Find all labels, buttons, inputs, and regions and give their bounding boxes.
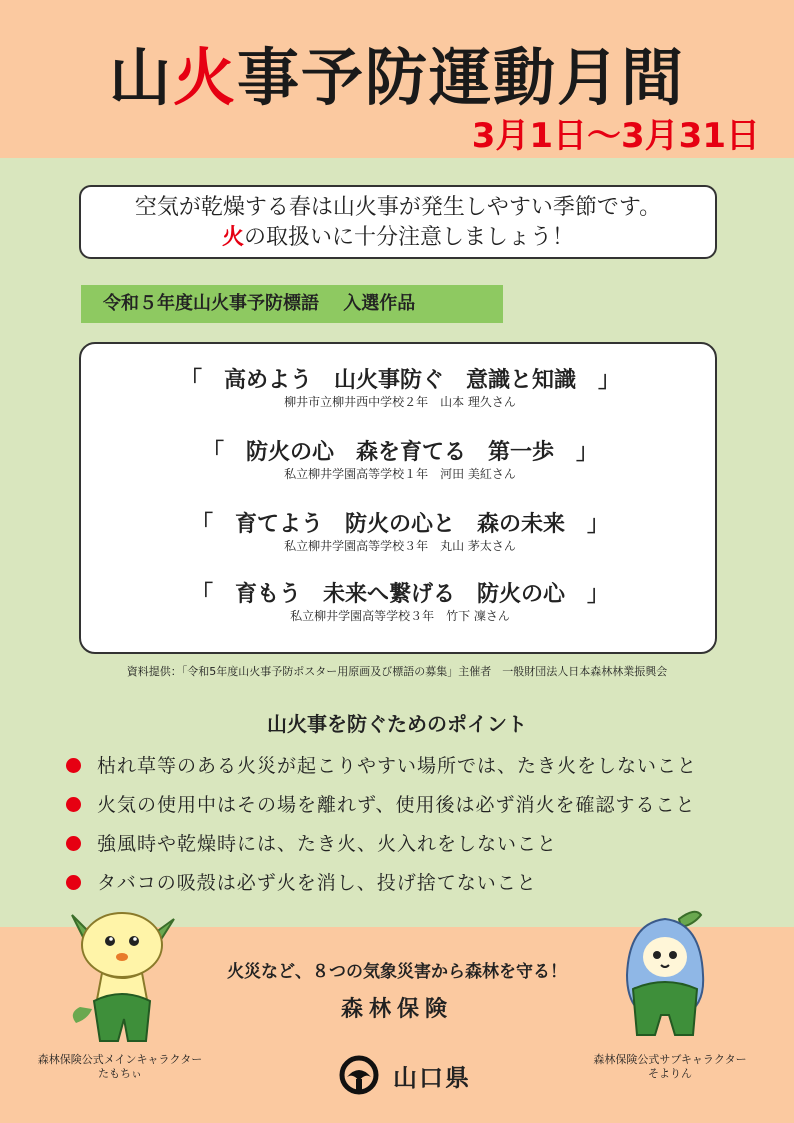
points-title: 山火事を防ぐためのポイント [267,712,527,736]
footer-headline: 火災など、８つの気象災害から森林を守る！ [227,962,567,982]
right-character-name: そよりん [648,1067,692,1080]
slogan-entry [81,440,719,482]
header-band [0,0,794,158]
slogan-author: 私立柳井学園高等学校３年 丸山 茅太さん [284,539,516,553]
slogan-author: 私立柳井学園高等学校３年 竹下 凜さん [290,609,510,623]
left-character-name: たもちぃ [98,1067,142,1080]
notice-line-2 [81,223,715,253]
notice-fire-char: 火 [221,225,244,250]
point-item [66,785,766,824]
left-character-role: 森林保険公式メインキャラクター [37,1053,203,1066]
title-part-2: 事予防運動月間 [237,41,686,114]
point-text: タバコの吸殻は必ず火を消し、投げ捨てないこと [97,871,537,894]
point-text: 強風時や乾燥時には、たき火、火入れをしないこと [97,832,558,855]
slogan-text: 「 高めよう 山火事防ぐ 意識と知識 」 [179,368,620,393]
page-title [0,28,794,117]
point-text: 火気の使用中はその場を離れず、使用後は必ず消火を確認すること [97,793,696,816]
prefecture-name: 山口県 [393,1063,471,1092]
point-item [66,824,766,863]
slogan-author: 私立柳井学園高等学校１年 河田 美紅さん [284,467,516,481]
slogan-entry [81,512,719,554]
notice-box [79,185,717,259]
slogan-text: 「 育てよう 防火の心と 森の未来 」 [190,512,609,537]
tamochii-mascot-icon [62,895,182,1045]
slogan-entry [81,582,719,624]
slogan-entry [81,368,719,410]
slogan-section-title: 令和５年度山火事予防標語 入選作品 [81,285,503,323]
bullet-dot-icon [66,836,81,851]
prefecture-logo [330,1055,480,1095]
source-credit: 資料提供：「令和5年度山火事予防ポスター用原画及び標語の募集」主催者 一般財団法人日本森林林業振興会 [126,665,668,678]
title-part-1: 山 [108,41,173,114]
prefecture-emblem-icon [339,1055,379,1095]
bullet-dot-icon [66,875,81,890]
slogan-box [79,342,717,654]
product-name: 森林保険 [340,997,453,1022]
notice-line-1: 空気が乾燥する春は山火事が発生しやすい季節です。 [134,195,662,220]
title-fire-char: 火 [172,41,237,114]
bullet-dot-icon [66,797,81,812]
slogan-text: 「 防火の心 森を育てる 第一歩 」 [201,440,598,465]
point-text: 枯れ草等のある火災が起こりやすい場所では、たき火をしないこと [97,754,698,777]
slogan-text: 「 育もう 未来へ繋げる 防火の心 」 [190,582,609,607]
point-item [66,746,766,785]
notice-line-2-rest: の取扱いに十分注意しましょう！ [244,225,575,250]
right-character-role: 森林保険公式サブキャラクター [593,1053,747,1066]
slogan-author: 柳井市立柳井西中学校２年 山本 理久さん [284,395,516,409]
bullet-dot-icon [66,758,81,773]
right-character-caption [580,1053,760,1081]
soyorin-mascot-icon [615,905,715,1045]
left-character-caption [30,1053,210,1081]
points-list [66,746,766,902]
campaign-dates: 3月1日～3月31日 [471,116,760,156]
